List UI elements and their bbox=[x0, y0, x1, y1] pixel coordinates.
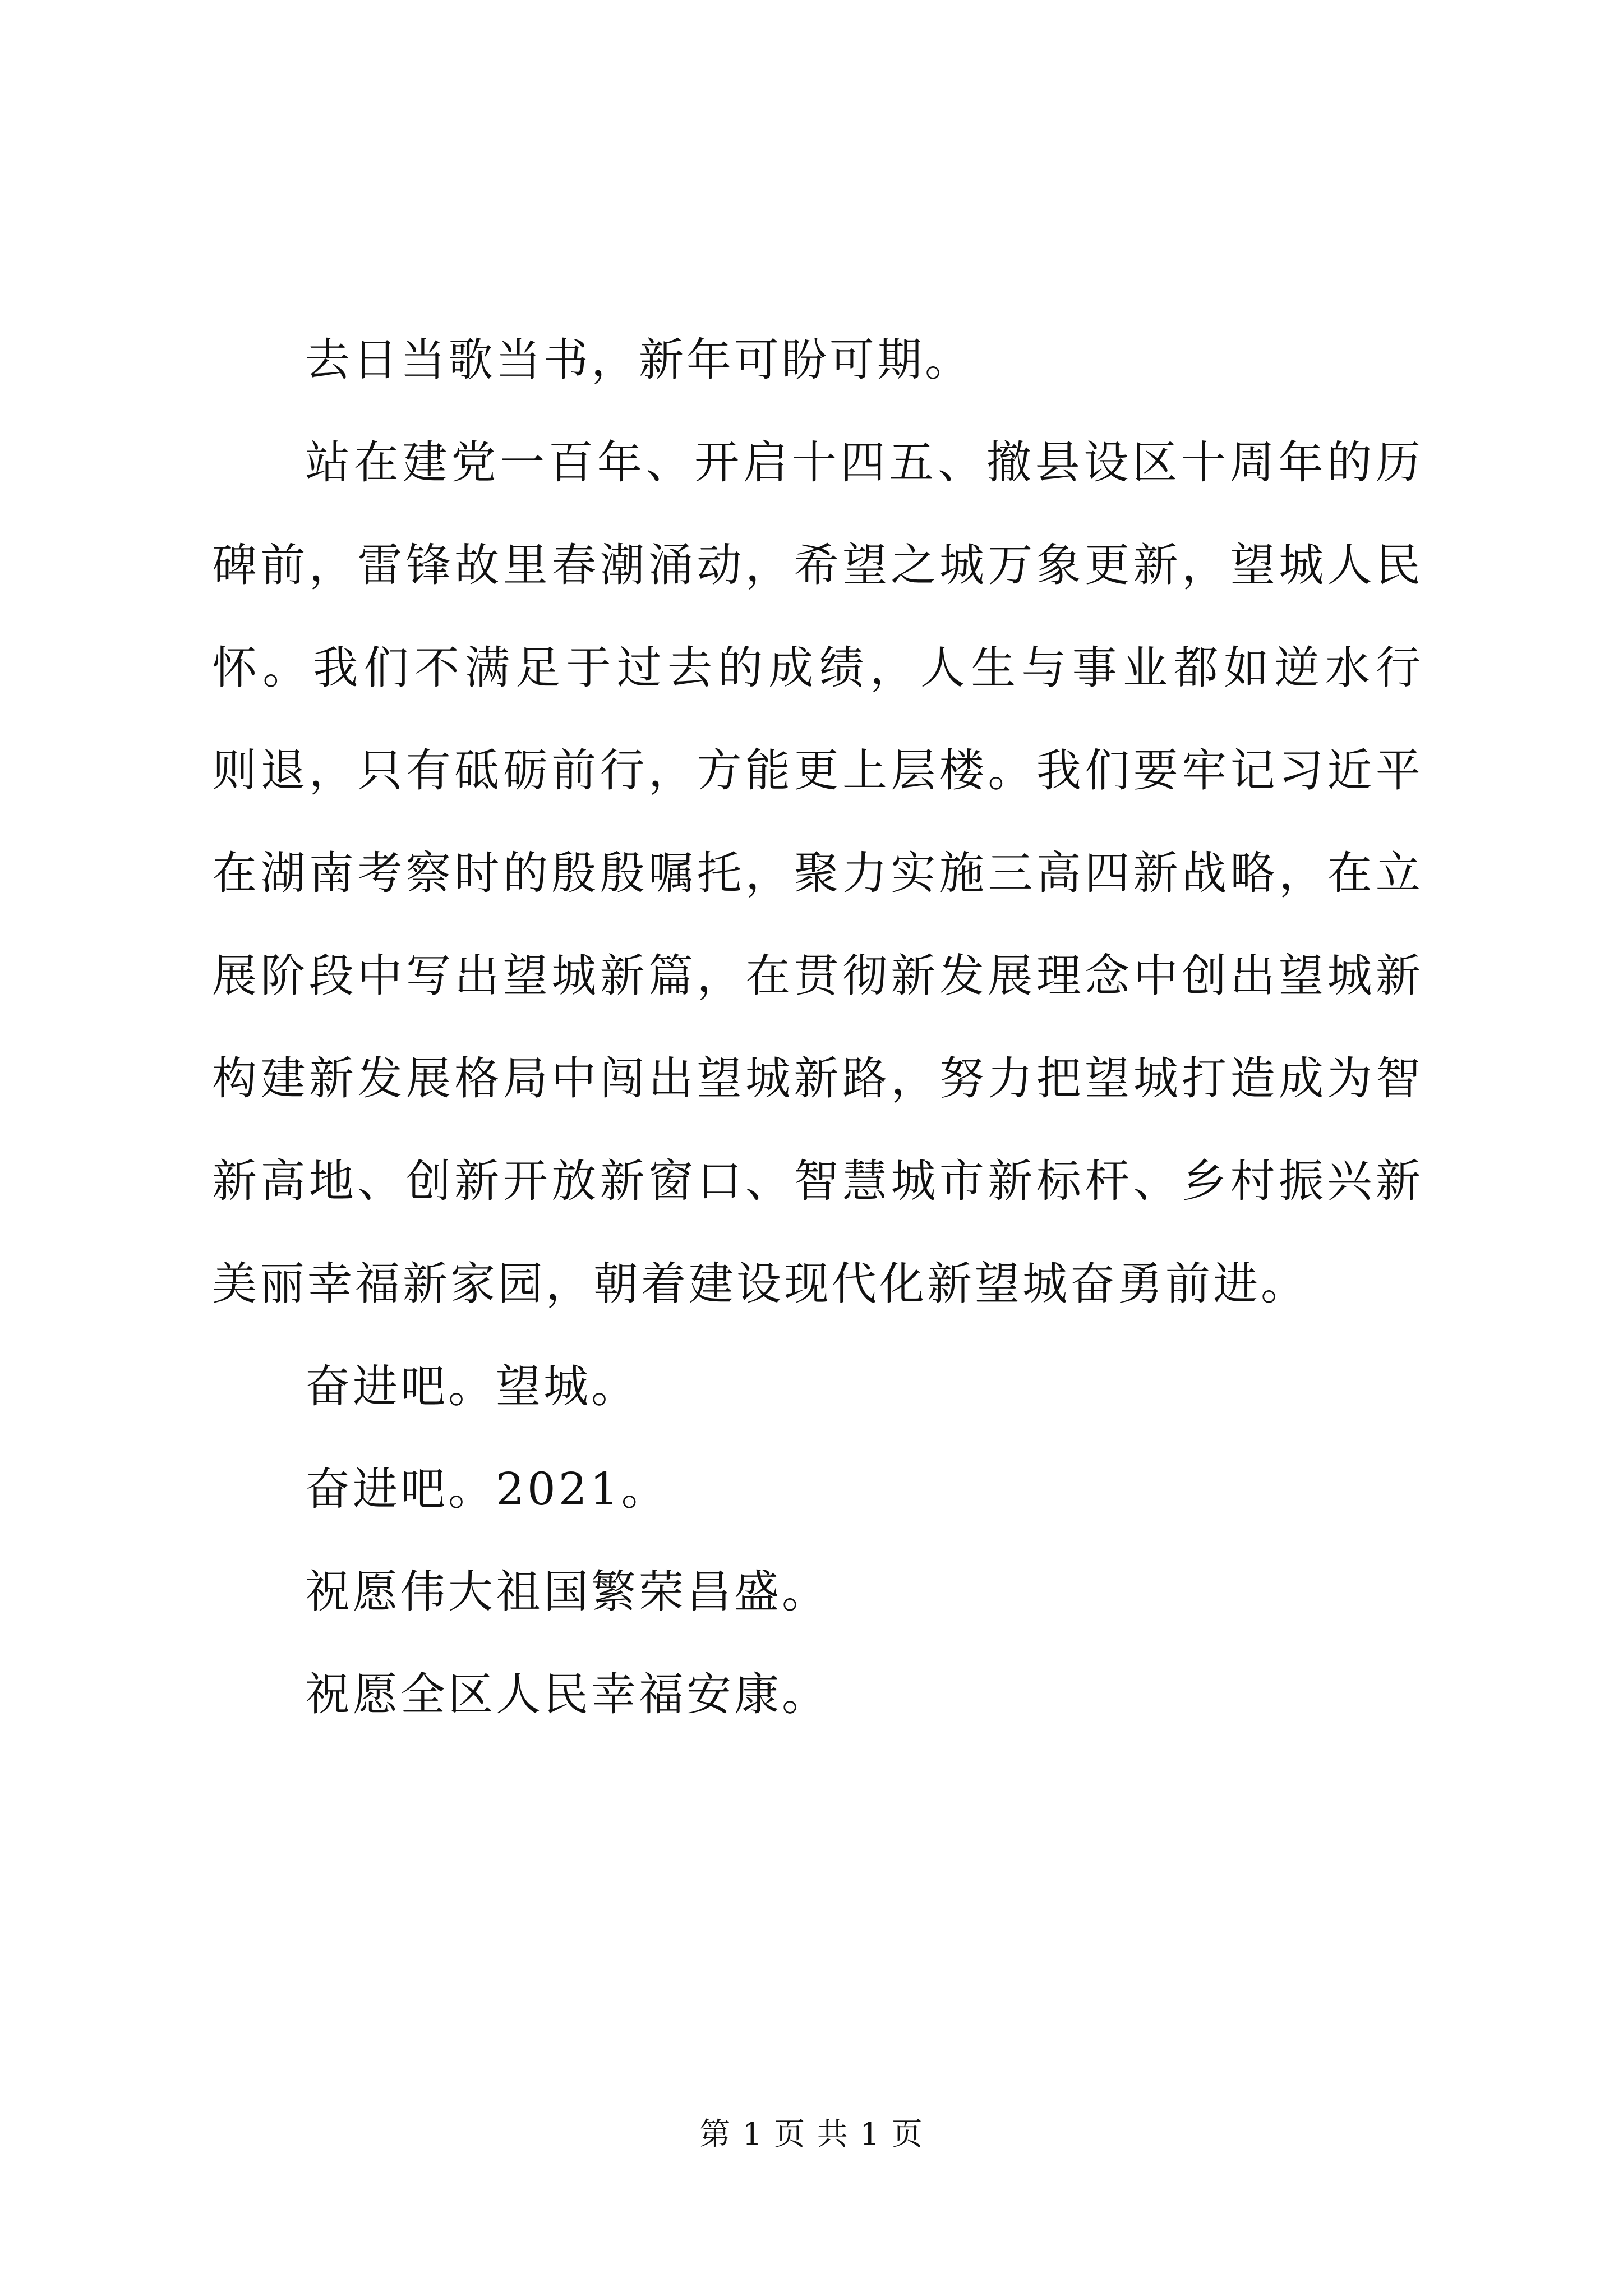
paragraph-line: 奋进吧。望城。 bbox=[305, 1360, 639, 1412]
document-body bbox=[212, 309, 1423, 1746]
paragraph-line: 美丽幸福新家园，朝着建设现代化新望城奋勇前进。 bbox=[212, 1258, 1308, 1310]
paragraph-line: 站在建党一百年、开启十四五、撤县设区十周年的历 bbox=[305, 436, 1423, 489]
paragraph-line: 新高地、创新开放新窗口、智慧城市新标杆、乡村振兴新 bbox=[212, 1155, 1423, 1207]
paragraph-line: 祝愿伟大祖国繁荣昌盛。 bbox=[305, 1566, 829, 1618]
paragraph-line: 在湖南考察时的殷殷嘱托，聚力实施三高四新战略，在立 bbox=[212, 847, 1423, 899]
page-footer: 第 1 页 共 1 页 bbox=[699, 2116, 924, 2152]
paragraph-line: 碑前，雷锋故里春潮涌动，希望之城万象更新，望城人民 bbox=[212, 539, 1423, 591]
paragraph-line: 祝愿全区人民幸福安康。 bbox=[305, 1668, 829, 1720]
paragraph-line: 展阶段中写出望城新篇，在贯彻新发展理念中创出望城新 bbox=[212, 950, 1423, 1002]
paragraph-line: 则退，只有砥砺前行，方能更上层楼。我们要牢记习近平 bbox=[212, 744, 1423, 797]
paragraph-line: 怀。我们不满足于过去的成绩，人生与事业都如逆水行 bbox=[212, 642, 1423, 694]
paragraph-line: 去日当歌当书，新年可盼可期。 bbox=[305, 334, 972, 386]
paragraph-line: 构建新发展格局中闯出望城新路，努力把望城打造成为智 bbox=[212, 1052, 1423, 1105]
paragraph-line: 奋进吧。2021。 bbox=[305, 1463, 669, 1515]
